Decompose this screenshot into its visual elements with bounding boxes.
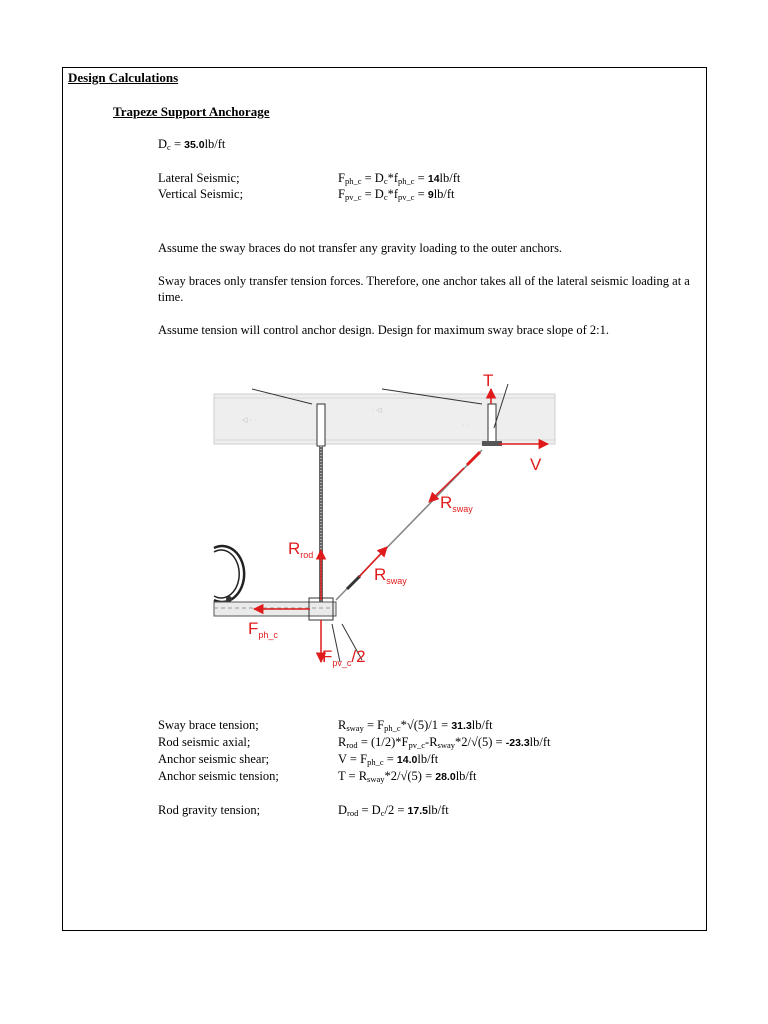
- result-formula: $R_{sway} = F_{ph\_c}*√(5)/1 = 31.3lb/ft$: [338, 718, 493, 733]
- label-v: V: [530, 455, 542, 474]
- result-label: Anchor seismic tension;: [158, 769, 279, 783]
- label-r-sway-lower: $R_{sway}$: [374, 565, 407, 586]
- svg-text:· ◁: · ◁: [372, 407, 382, 414]
- label-f-pv: $F_{pv\_c}/2$: [322, 647, 366, 668]
- label-r-rod: $R_{rod}$: [288, 539, 314, 560]
- section-title: Design Calculations: [68, 70, 179, 85]
- sway-brace-diagram: [212, 362, 557, 682]
- gravity-formula: $D_{rod} = D_c/2 = 17.5lb/ft$: [338, 803, 449, 818]
- lateral-seismic-label: Lateral Seismic;: [158, 171, 240, 185]
- svg-text:· ·: · ·: [462, 422, 469, 429]
- vertical-seismic-formula: $F_{pv\_c} = D_c*f_{pv\_c} = 9lb/ft$: [338, 187, 455, 202]
- label-r-sway-upper: $R_{sway}$: [440, 493, 473, 514]
- vertical-seismic-label: Vertical Seismic;: [158, 187, 244, 201]
- gravity-label: Rod gravity tension;: [158, 803, 261, 817]
- dc-line: $D_c = 35.0lb/ft$: [158, 137, 226, 152]
- result-label: Sway brace tension;: [158, 718, 259, 732]
- result-formula: $R_{rod} = (1/2)*F_{pv\_c}-R_{sway}*2/√(5) = -23.3lb/ft$: [338, 735, 551, 750]
- subsection-title: Trapeze Support Anchorage: [113, 104, 270, 119]
- paragraph: Sway braces only transfer tension forces. Therefore, one anchor takes all of the lateral seismic loading at a time.: [158, 274, 690, 304]
- result-label: Anchor seismic shear;: [158, 752, 270, 766]
- paragraph: Assume the sway braces do not transfer any gravity loading to the outer anchors.: [158, 241, 563, 255]
- lateral-seismic-formula: $F_{ph\_c} = D_c*f_{ph\_c} = 14lb/ft$: [338, 171, 461, 186]
- result-formula: $V = F_{ph\_c} = 14.0lb/ft$: [338, 752, 439, 767]
- concrete-slab: [214, 394, 555, 444]
- label-t: T: [483, 371, 494, 390]
- label-f-ph: $F_{ph\_c}$: [248, 619, 278, 640]
- result-formula: $T = R_{sway}*2/√(5) = 28.0lb/ft$: [338, 769, 477, 784]
- result-label: Rod seismic axial;: [158, 735, 251, 749]
- paragraph: Assume tension will control anchor design. Design for maximum sway brace slope of 2:1.: [158, 323, 609, 337]
- svg-text:◁ · ·: ◁ · ·: [242, 417, 256, 424]
